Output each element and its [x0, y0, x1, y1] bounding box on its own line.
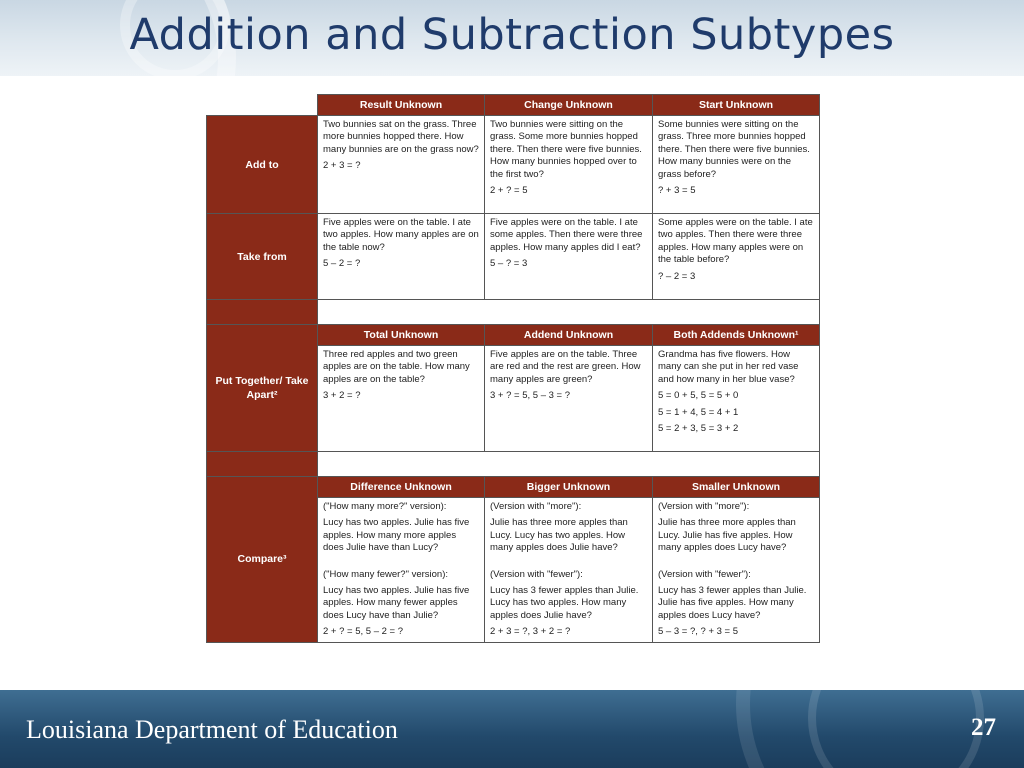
problem-types-table — [206, 94, 820, 643]
problem-text: Five apples were on the table. I ate two apples. How many apples are on the table now? — [323, 217, 479, 253]
table-cell — [653, 116, 820, 214]
equation: 2 + 3 = ? — [323, 160, 361, 172]
equation: 2 + ? = 5, 5 – 2 = ? — [323, 626, 404, 638]
spacer-cell — [207, 300, 318, 325]
problem-text: Julie has three more apples than Lucy. Julie has five apples. How many apples does Lucy have? — [658, 517, 796, 554]
equation: 5 = 2 + 3, 5 = 3 + 2 — [658, 423, 739, 435]
table-cell — [485, 214, 653, 300]
spacer-cell — [318, 300, 820, 325]
problem-text: Two bunnies were sitting on the grass. Some more bunnies hopped there. Then there were five bunnies. How many bunnies hopped over to the first two? — [490, 119, 642, 180]
slide-header — [0, 0, 1024, 76]
column-header: Smaller Unknown — [653, 477, 820, 498]
table-cell — [318, 498, 485, 643]
column-header: Both Addends Unknown¹ — [653, 325, 820, 346]
equation: 2 + 3 = ?, 3 + 2 = ? — [490, 626, 571, 638]
column-header: Change Unknown — [485, 95, 653, 116]
problem-text: Grandma has five flowers. How many can she put in her red vase and how many in her blue vase? — [658, 349, 799, 385]
spacer-cell — [207, 452, 318, 477]
equation: 5 – 2 = ? — [323, 258, 361, 270]
equation: ? – 2 = 3 — [658, 270, 696, 282]
table-header-row — [207, 325, 820, 346]
table-cell — [485, 346, 653, 452]
row-header: Put Together/ Take Apart² — [207, 325, 318, 452]
table-cell — [318, 116, 485, 214]
problem-text: Lucy has 3 fewer apples than Julie. Julie has five apples. How many apples does Lucy have? — [658, 585, 807, 621]
problem-text: Some apples were on the table. I ate two apples. Then there were three apples. How many apples were on the table before? — [658, 217, 813, 266]
equation: 5 = 1 + 4, 5 = 4 + 1 — [658, 406, 739, 418]
problem-text: Three red apples and two green apples are on the table. How many apples are on the table? — [323, 349, 470, 385]
table-cell — [653, 346, 820, 452]
organization-name: Louisiana Department of Education — [26, 715, 398, 744]
row-header: Compare³ — [207, 477, 318, 643]
problem-text: Lucy has two apples. Julie has five apples. How many fewer apples does Lucy have than Julie? — [323, 585, 470, 621]
equation: 5 = 0 + 5, 5 = 5 + 0 — [658, 390, 739, 402]
table-header-row — [207, 477, 820, 498]
table-row — [207, 214, 820, 300]
version-label: (Version with "more"): — [490, 501, 582, 512]
spacer-row — [207, 452, 820, 477]
version-label: ("How many more?" version): — [323, 501, 447, 512]
decorative-arc — [808, 690, 984, 768]
table-cell — [653, 214, 820, 300]
column-header: Result Unknown — [318, 95, 485, 116]
version-label: (Version with "fewer"): — [490, 568, 583, 580]
table-row — [207, 116, 820, 214]
spacer-row — [207, 300, 820, 325]
table-cell — [653, 498, 820, 643]
equation: 3 + ? = 5, 5 – 3 = ? — [490, 390, 571, 402]
table-cell — [485, 116, 653, 214]
column-header: Total Unknown — [318, 325, 485, 346]
equation: 5 – ? = 3 — [490, 258, 528, 270]
spacer-cell — [318, 452, 820, 477]
equation: 3 + 2 = ? — [323, 390, 361, 402]
slide-title: Addition and Subtraction Subtypes — [129, 10, 895, 60]
equation: 2 + ? = 5 — [490, 185, 528, 197]
version-label: (Version with "fewer"): — [658, 568, 751, 580]
table-header-row — [207, 95, 820, 116]
table-corner — [207, 95, 318, 116]
table-cell — [485, 498, 653, 643]
column-header: Addend Unknown — [485, 325, 653, 346]
problem-text: Julie has three more apples than Lucy. Lucy has two apples. How many apples does Julie have? — [490, 517, 628, 554]
table-cell — [318, 346, 485, 452]
problem-text: Lucy has two apples. Julie has five apples. How many more apples does Julie have than Lucy? — [323, 517, 470, 554]
problem-text: Lucy has 3 fewer apples than Julie. Lucy has two apples. How many apples does Julie have? — [490, 585, 639, 621]
version-label: ("How many fewer?" version): — [323, 568, 449, 580]
row-header: Take from — [207, 214, 318, 300]
problem-text: Five apples were on the table. I ate some apples. Then there were three apples. How many apples did I eat? — [490, 217, 643, 253]
problem-text: Five apples are on the table. Three are red and the rest are green. How many apples are green? — [490, 349, 641, 385]
equation: 5 – 3 = ?, ? + 3 = 5 — [658, 626, 739, 638]
column-header: Start Unknown — [653, 95, 820, 116]
table-cell — [318, 214, 485, 300]
row-header: Add to — [207, 116, 318, 214]
problem-text: Some bunnies were sitting on the grass. Three more bunnies hopped there. Then there were five bunnies. How many bunnies were on the grass before? — [658, 119, 810, 180]
slide-footer — [0, 690, 1024, 768]
column-header: Difference Unknown — [318, 477, 485, 498]
equation: ? + 3 = 5 — [658, 185, 696, 197]
version-label: (Version with "more"): — [658, 501, 750, 512]
column-header: Bigger Unknown — [485, 477, 653, 498]
problem-text: Two bunnies sat on the grass. Three more bunnies hopped there. How many bunnies are on the grass now? — [323, 119, 479, 155]
page-number: 27 — [971, 714, 996, 741]
